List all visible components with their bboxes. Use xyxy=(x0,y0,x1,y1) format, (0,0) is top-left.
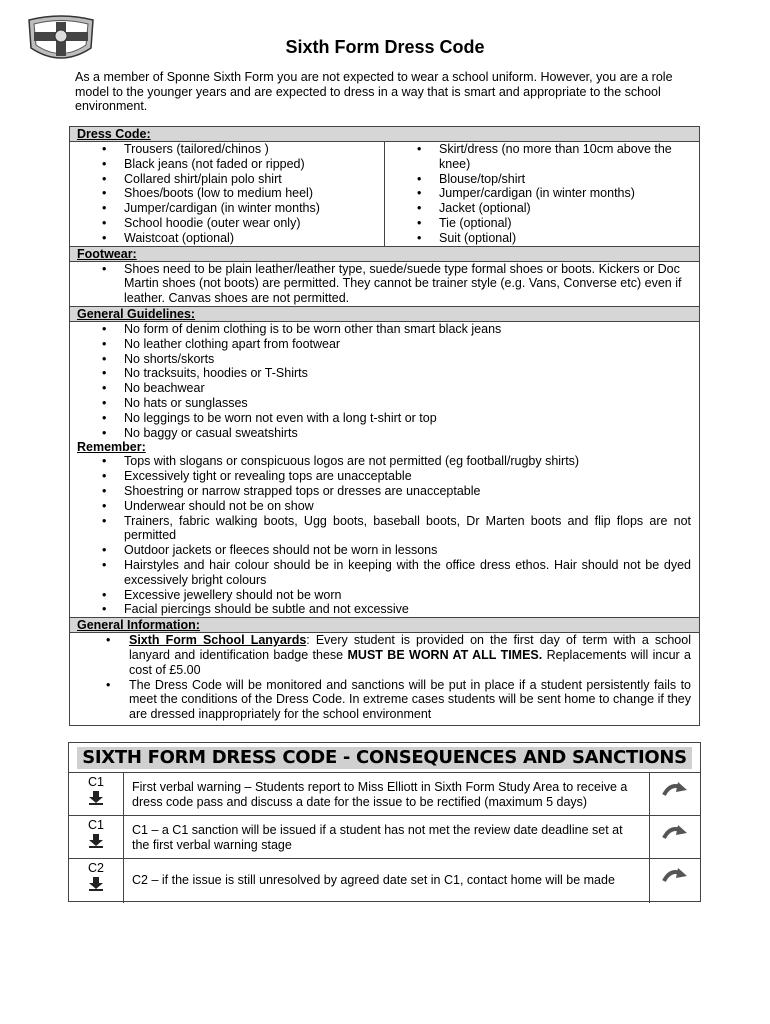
list-item: • Excessive jewellery should not be worn xyxy=(70,588,699,603)
dress-code-heading: Dress Code: xyxy=(70,127,699,141)
consequences-table xyxy=(68,742,701,902)
lanyard-text: : Every student is provided on the first day of term with a school lanyard and identification badge these xyxy=(129,633,691,662)
list-item: • No baggy or casual sweatshirts xyxy=(70,426,699,441)
sanction-label-cell xyxy=(69,816,124,858)
list-item: • Blouse/top/shirt xyxy=(385,172,699,187)
list-item: • No form of denim clothing is to be worn other than smart black jeans xyxy=(70,322,699,337)
general-information-section xyxy=(70,632,699,722)
curved-arrow-icon xyxy=(662,824,688,842)
sanction-icon-cell xyxy=(649,773,700,815)
sanction-text: C1 – a C1 sanction will be issued if a student has not met the review date deadline set at the first verbal warning stage xyxy=(132,823,623,852)
list-item: • Tops with slogans or conspicuous logos are not permitted (eg football/rugby shirts) xyxy=(70,454,699,469)
list-item: • Trainers, fabric walking boots, Ugg boots, baseball boots, Dr Marten boots and flip flops are not permitted xyxy=(70,514,699,544)
table-row xyxy=(69,815,700,858)
lanyard-title: Sixth Form School Lanyards xyxy=(129,633,307,648)
lanyard-cost: Replacements will incur a cost of £5.00 xyxy=(129,647,692,677)
dress-code-columns xyxy=(70,141,699,246)
down-arrow-icon xyxy=(89,791,103,805)
down-arrow-icon xyxy=(89,877,103,891)
curved-arrow-icon xyxy=(662,867,688,885)
dress-code-right-column xyxy=(384,142,699,246)
list-item: • Underwear should not be on show xyxy=(70,499,699,514)
sanction-label-cell xyxy=(69,859,124,903)
curved-arrow-icon xyxy=(662,781,688,799)
list-item: • Facial piercings should be subtle and not excessive xyxy=(70,602,699,617)
list-item: • No leggings to be worn not even with a long t-shirt or top xyxy=(70,411,699,426)
sanction-icon-cell xyxy=(649,859,700,903)
list-item: • Suit (optional) xyxy=(385,231,699,246)
list-item: • Shoes need to be plain leather/leather type, suede/suede type formal shoes or boots. Kickers or Doc Martin shoes (not boots) are permitted. They cannot be trainer style (e.g. Vans, Converse etc) even if leather. Canvas shoes are not permitted. xyxy=(70,262,699,306)
sanction-label-cell xyxy=(69,773,124,815)
list-item: • Shoestring or narrow strapped tops or dresses are unacceptable xyxy=(70,484,699,499)
lanyard-list-item xyxy=(70,633,699,677)
list-item: • Shoes/boots (low to medium heel) xyxy=(70,186,384,201)
monitor-list-item: • The Dress Code will be monitored and sanctions will be put in place if a student persistently fails to meet the conditions of the Dress Code. In extreme cases students will be sent home to change if they are dressed inappropriately for the school environment xyxy=(70,678,699,722)
list-item: • No tracksuits, hoodies or T-Shirts xyxy=(70,366,699,381)
down-arrow-icon xyxy=(89,834,103,848)
list-item: • Skirt/dress (no more than 10cm above the knee) xyxy=(385,142,699,172)
remember-heading: Remember: xyxy=(77,440,146,455)
sanction-text: First verbal warning – Students report to Miss Elliott in Sixth Form Study Area to receive a dress code pass and discuss a date for the issue to be rectified (maximum 5 days) xyxy=(132,780,628,809)
list-item: • No leather clothing apart from footwear xyxy=(70,337,699,352)
consequences-title: SIXTH FORM DRESS CODE - CONSEQUENCES AND SANCTIONS xyxy=(77,747,692,769)
list-item: • No beachwear xyxy=(70,381,699,396)
intro-paragraph: As a member of Sponne Sixth Form you are not expected to wear a school uniform. However, you are a role model to the younger years and are expected to dress in a way that is smart and appropriate to the school environment. xyxy=(75,70,673,113)
dress-code-left-column xyxy=(70,142,384,246)
list-item: • Jumper/cardigan (in winter months) xyxy=(70,201,384,216)
sanction-icon-cell xyxy=(649,816,700,858)
footwear-heading: Footwear: xyxy=(70,246,699,261)
footwear-section xyxy=(70,261,699,306)
table-row xyxy=(69,858,700,903)
dress-code-table xyxy=(69,126,700,726)
list-item: • Waistcoat (optional) xyxy=(70,231,384,246)
list-item: • No shorts/skorts xyxy=(70,352,699,367)
lanyard-must-wear: MUST BE WORN AT ALL TIMES. xyxy=(347,647,543,662)
sanction-label: C1 xyxy=(88,775,104,789)
general-information-heading: General Information: xyxy=(70,617,699,632)
list-item: • Hairstyles and hair colour should be in keeping with the office dress ethos. Hair should not be dyed excessively bright colours xyxy=(70,558,699,588)
list-item: • Tie (optional) xyxy=(385,216,699,231)
general-guidelines-section xyxy=(70,321,699,617)
list-item: • Jumper/cardigan (in winter months) xyxy=(385,186,699,201)
sanction-label: C1 xyxy=(88,818,104,832)
general-guidelines-heading: General Guidelines: xyxy=(70,306,699,321)
list-item: • Collared shirt/plain polo shirt xyxy=(70,172,384,187)
list-item: • Trousers (tailored/chinos ) xyxy=(70,142,384,157)
page-title: Sixth Form Dress Code xyxy=(285,37,485,57)
list-item: • Black jeans (not faded or ripped) xyxy=(70,157,384,172)
list-item: • Jacket (optional) xyxy=(385,201,699,216)
sanction-text: C2 – if the issue is still unresolved by agreed date set in C1, contact home will be made xyxy=(132,873,615,887)
table-row xyxy=(69,772,700,815)
list-item: • Excessively tight or revealing tops are unacceptable xyxy=(70,469,699,484)
list-item: • No hats or sunglasses xyxy=(70,396,699,411)
sanction-label: C2 xyxy=(88,861,104,875)
list-item: • Outdoor jackets or fleeces should not be worn in lessons xyxy=(70,543,699,558)
list-item: • School hoodie (outer wear only) xyxy=(70,216,384,231)
